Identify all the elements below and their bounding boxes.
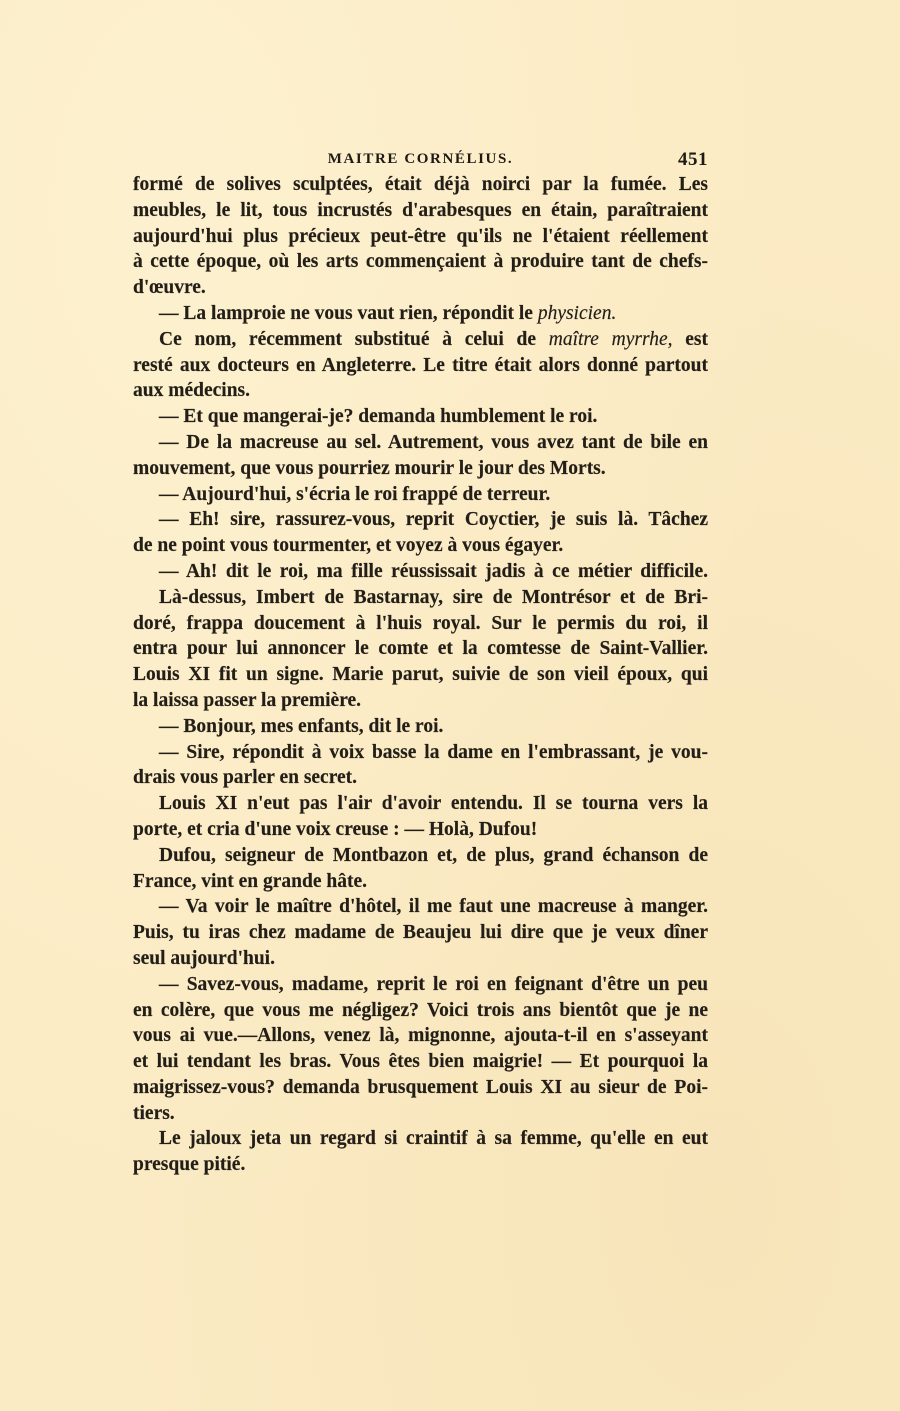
text-line bbox=[133, 817, 708, 843]
text-segment: France, vint en grande hâte. bbox=[133, 870, 367, 892]
text-segment: meubles, le lit, tous incrustés d'arabesques en étain, paraîtraient bbox=[133, 199, 708, 221]
text-segment: aujourd'hui plus précieux peut-être qu'ils ne l'étaient réellement bbox=[133, 225, 708, 247]
text-line bbox=[133, 740, 708, 766]
text-segment: aux médecins. bbox=[133, 380, 250, 402]
text-line bbox=[133, 378, 708, 404]
italic-segment: physicien. bbox=[537, 302, 617, 324]
italic-segment: maître myrrhe, bbox=[548, 328, 673, 350]
text-line bbox=[133, 224, 708, 250]
text-segment: resté aux docteurs en Angleterre. Le titre était alors donné partout bbox=[133, 354, 708, 376]
text-segment: porte, et cria d'une voix creuse : — Holà, Dufou! bbox=[133, 818, 538, 840]
text-segment: et lui tendant les bras. Vous êtes bien maigrie! — Et pourquoi la bbox=[133, 1051, 708, 1073]
text-segment: Dufou, seigneur de Montbazon et, de plus, grand échanson de bbox=[159, 844, 708, 866]
text-line bbox=[133, 275, 708, 301]
text-segment: entra pour lui annoncer le comte et la comtesse de Saint-Vallier. bbox=[133, 638, 708, 660]
text-line bbox=[133, 972, 708, 998]
text-segment: de ne point vous tourmenter, et voyez à vous égayer. bbox=[133, 535, 564, 557]
text-line bbox=[133, 636, 708, 662]
text-segment: drais vous parler en secret. bbox=[133, 767, 358, 789]
text-line bbox=[133, 1075, 708, 1101]
text-segment: presque pitié. bbox=[133, 1154, 246, 1176]
text-line bbox=[133, 404, 708, 430]
text-line bbox=[133, 172, 708, 198]
text-line bbox=[133, 1126, 708, 1152]
text-segment: Louis XI n'eut pas l'air d'avoir entendu. Il se tourna vers la bbox=[159, 793, 708, 815]
text-line bbox=[133, 843, 708, 869]
running-head bbox=[133, 149, 708, 173]
text-line bbox=[133, 559, 708, 585]
text-segment: — Aujourd'hui, s'écria le roi frappé de terreur. bbox=[159, 483, 551, 505]
text-segment: d'œuvre. bbox=[133, 277, 206, 299]
text-segment: mouvement, que vous pourriez mourir le jour des Morts. bbox=[133, 457, 606, 479]
text-line bbox=[133, 456, 708, 482]
text-segment: est bbox=[672, 328, 708, 350]
text-segment: — Va voir le maître d'hôtel, il me faut une macreuse à manger. bbox=[159, 896, 708, 918]
text-segment: doré, frappa doucement à l'huis royal. Sur le permis du roi, il bbox=[133, 612, 708, 634]
text-line bbox=[133, 869, 708, 895]
text-line bbox=[133, 198, 708, 224]
body-text bbox=[133, 172, 708, 1178]
text-line bbox=[133, 894, 708, 920]
text-segment: tiers. bbox=[133, 1102, 175, 1124]
running-title: MAITRE CORNÉLIUS. bbox=[327, 151, 514, 167]
text-line bbox=[133, 327, 708, 353]
text-segment: — Savez-vous, madame, reprit le roi en feignant d'être un peu bbox=[159, 973, 708, 995]
text-line bbox=[133, 611, 708, 637]
text-segment: Puis, tu iras chez madame de Beaujeu lui dire que je veux dîner bbox=[133, 922, 708, 944]
text-line bbox=[133, 1152, 708, 1178]
text-line bbox=[133, 430, 708, 456]
text-segment: — Et que mangerai-je? demanda humblement le roi. bbox=[159, 406, 598, 428]
text-segment: — La lamproie ne vous vaut rien, répondit le bbox=[159, 302, 538, 324]
text-line bbox=[133, 1049, 708, 1075]
text-segment: à cette époque, où les arts commençaient à produire tant de chefs- bbox=[133, 251, 708, 273]
text-segment: seul aujourd'hui. bbox=[133, 947, 275, 969]
text-line bbox=[133, 507, 708, 533]
text-segment: formé de solives sculptées, était déjà noirci par la fumée. Les bbox=[133, 174, 708, 195]
text-line bbox=[133, 1101, 708, 1127]
text-segment: — Sire, répondit à voix basse la dame en l'embrassant, je vou- bbox=[159, 741, 708, 763]
text-line bbox=[133, 249, 708, 275]
text-line bbox=[133, 714, 708, 740]
text-line bbox=[133, 353, 708, 379]
text-segment: — Bonjour, mes enfants, dit le roi. bbox=[159, 715, 444, 737]
text-segment: Ce nom, récemment substitué à celui de bbox=[159, 328, 549, 350]
text-segment: la laissa passer la première. bbox=[133, 689, 362, 711]
text-segment: Là-dessus, Imbert de Bastarnay, sire de Montrésor et de Bri- bbox=[159, 586, 708, 608]
text-line bbox=[133, 998, 708, 1024]
text-line bbox=[133, 585, 708, 611]
text-segment: — De la macreuse au sel. Autrement, vous avez tant de bile en bbox=[159, 431, 708, 453]
text-line bbox=[133, 765, 708, 791]
text-segment: maigrissez-vous? demanda brusquement Louis XI au sieur de Poi- bbox=[133, 1076, 708, 1098]
text-segment: Le jaloux jeta un regard si craintif à sa femme, qu'elle en eut bbox=[159, 1128, 708, 1150]
text-line bbox=[133, 791, 708, 817]
text-line bbox=[133, 946, 708, 972]
text-segment: vous ai vue.—Allons, venez là, mignonne, ajouta-t-il en s'asseyant bbox=[133, 1025, 708, 1047]
text-line bbox=[133, 688, 708, 714]
text-segment: — Ah! dit le roi, ma fille réussissait jadis à ce métier difficile. bbox=[159, 560, 708, 582]
page-number: 451 bbox=[678, 149, 708, 170]
text-line bbox=[133, 301, 708, 327]
text-line bbox=[133, 1023, 708, 1049]
text-segment: Louis XI fit un signe. Marie parut, suivie de son vieil époux, qui bbox=[133, 664, 708, 686]
text-segment: — Eh! sire, rassurez-vous, reprit Coyctier, je suis là. Tâchez bbox=[159, 509, 708, 531]
text-line bbox=[133, 533, 708, 559]
text-line bbox=[133, 662, 708, 688]
text-segment: en colère, que vous me négligez? Voici trois ans bientôt que je ne bbox=[133, 999, 708, 1021]
text-line bbox=[133, 920, 708, 946]
text-line bbox=[133, 482, 708, 508]
